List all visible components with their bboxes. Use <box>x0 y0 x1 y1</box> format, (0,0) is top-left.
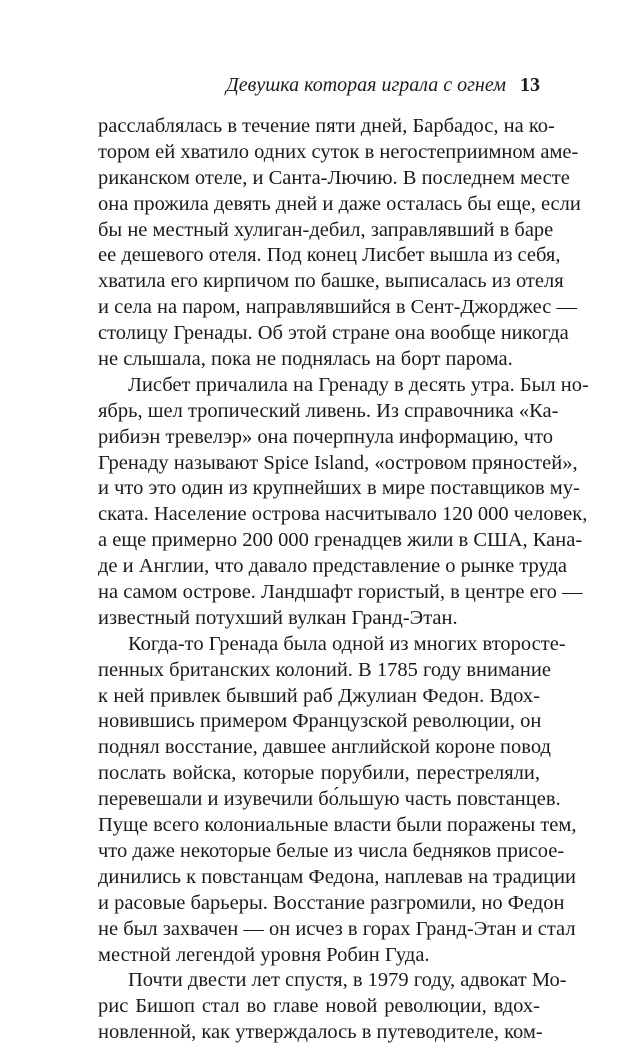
text-line: и села на паром, направлявшийся в Сент-Джорджес — <box>98 296 577 319</box>
paragraph-4 <box>98 968 567 1046</box>
text-line: бы не местный хулиган-дебил, заправлявший в баре <box>98 218 554 241</box>
text-line: динились к повстанцам Федона, наплевав на традиции <box>98 865 577 888</box>
text-line: местной легендой уровня Робин Гуда. <box>98 943 430 966</box>
text-line: новившись примером Французской революции, он <box>98 710 542 733</box>
text-line: Почти двести лет спустя, в 1979 году, адвокат Мо- <box>128 969 567 992</box>
page-number: 13 <box>520 74 540 96</box>
text-line: де и Англии, что давало представление о рынке труда <box>98 555 568 578</box>
text-line: ябрь, шел тропический ливень. Из справочника «Ка- <box>98 399 559 422</box>
text-line: ската. Население острова насчитывало 120 000 человек, <box>98 503 588 526</box>
text-line: и что это один из крупнейших в мире поставщиков му- <box>98 477 580 500</box>
text-line: к ней привлек бывший раб Джулиан Федон. Вдох- <box>98 684 540 707</box>
paragraph-3 <box>98 632 577 969</box>
text-line: не был захвачен — он исчез в горах Гранд-Этан и стал <box>98 917 576 940</box>
text-line: ее дешевого отеля. Под конец Лисбет вышла из себя, <box>98 244 561 267</box>
text-line: и расовые барьеры. Восстание разгромили, но Федон <box>98 891 565 914</box>
text-line: на самом острове. Ландшафт гористый, в центре его — <box>98 581 583 604</box>
text-line: она прожила девять дней и даже осталась бы еще, если <box>98 192 581 215</box>
paragraph-2 <box>98 373 589 632</box>
running-header <box>98 72 540 98</box>
text-line: хватила его кирпичом по башке, выписалась из отеля <box>98 270 564 293</box>
text-line: а еще примерно 200 000 гренадцев жили в США, Кана- <box>98 529 583 552</box>
text-line: пенных британских колоний. В 1785 году внимание <box>98 658 551 681</box>
text-line: перевешали и изувечили бо́льшую часть повстанцев. <box>98 788 561 811</box>
paragraph-1 <box>98 114 581 373</box>
text-line: рис Бишоп стал во главе новой революции, вдох- <box>98 995 540 1018</box>
text-line: известный потухший вулкан Гранд-Этан. <box>98 606 458 629</box>
text-line: что даже некоторые белые из числа бедняков присое- <box>98 839 565 862</box>
text-line: Когда-то Гренада была одной из многих второсте- <box>128 632 566 655</box>
running-title: Девушка которая играла с огнем <box>226 74 506 96</box>
text-line: поднял восстание, давшее английской короне повод <box>98 736 551 759</box>
text-line: послать войска, которые порубили, перестреляли, <box>98 762 540 785</box>
text-line: расслаблялась в течение пяти дней, Барбадос, на ко- <box>98 115 555 137</box>
text-line: риканском отеле, и Санта-Лючию. В последнем месте <box>98 166 570 189</box>
text-line: Пуще всего колониальные власти были поражены тем, <box>98 814 577 837</box>
text-line: тором ей хватило одних суток в негостеприимном аме- <box>98 140 579 163</box>
text-line: рибиэн тревелэр» она почерпнула информацию, что <box>98 425 554 448</box>
text-line: Лисбет причалила на Гренаду в десять утра. Был но- <box>128 373 589 396</box>
text-line: не слышала, пока не поднялась на борт парома. <box>98 348 513 371</box>
text-line: столицу Гренады. Об этой стране она вообще никогда <box>98 322 569 345</box>
text-line: новленной, как утверждалось в путеводителе, ком- <box>98 1021 543 1044</box>
text-line: Гренаду называют Spice Island, «островом пряностей», <box>98 451 578 474</box>
body-text <box>98 114 589 1046</box>
